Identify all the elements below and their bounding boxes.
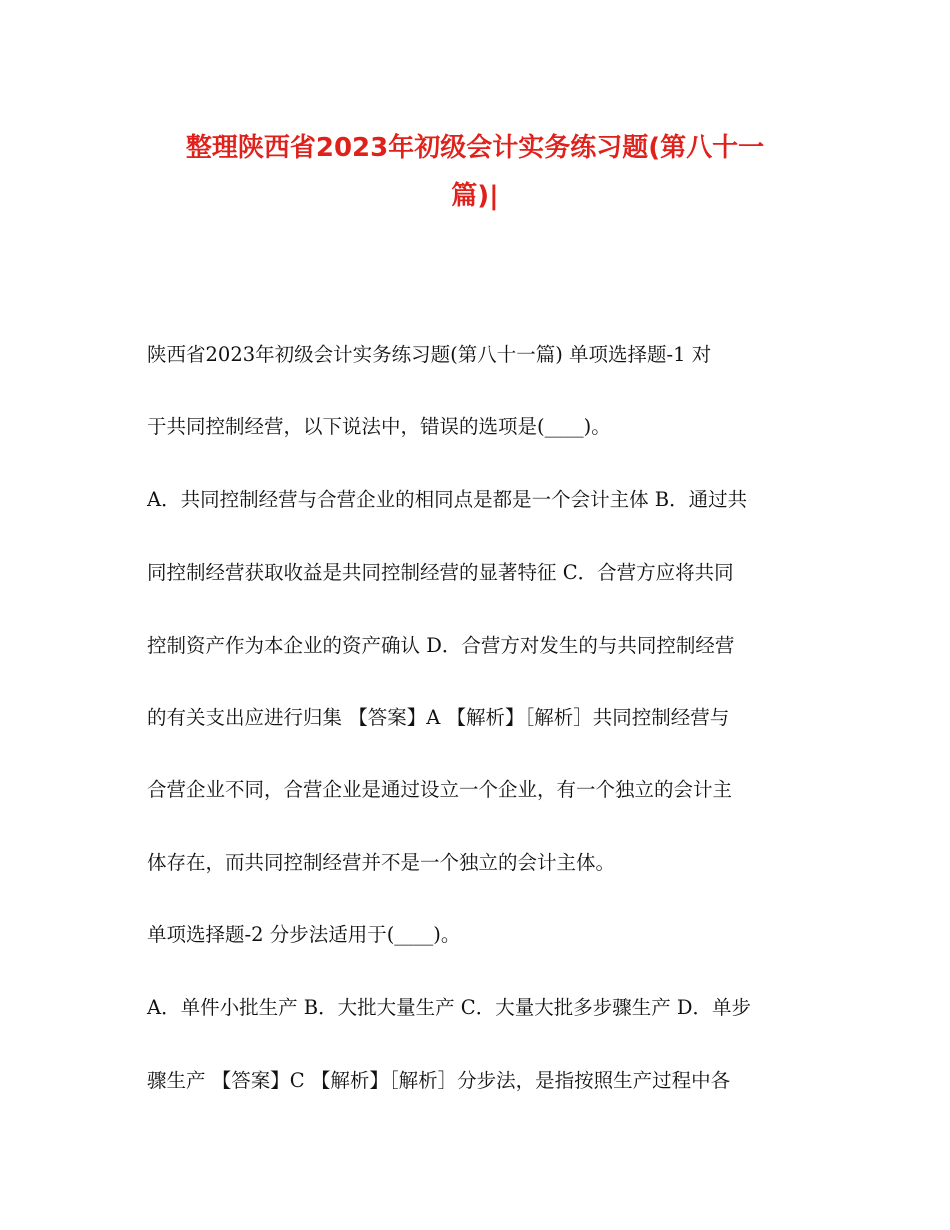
body-line-5: 控制资产作为本企业的资产确认 D．合营方对发生的与共同控制经营 <box>147 634 735 657</box>
body-line-7: 合营企业不同，合营企业是通过设立一个企业，有一个独立的会计主 <box>147 778 733 801</box>
body-line-6: 的有关支出应进行归集 【答案】A 【解析】［解析］共同控制经营与 <box>147 706 730 729</box>
body-line-3: A．共同控制经营与合营企业的相同点是都是一个会计主体 B．通过共 <box>147 488 748 511</box>
body-line-11: 骤生产 【答案】C 【解析】［解析］分步法，是指按照生产过程中各 <box>147 1069 731 1092</box>
document-title-line-1: 整理陕西省2023年初级会计实务练习题(第八十一 <box>185 133 765 163</box>
body-line-10: A．单件小批生产 B．大批大量生产 C．大量大批多步骤生产 D．单步 <box>147 996 752 1019</box>
body-line-1: 陕西省2023年初级会计实务练习题(第八十一篇) 单项选择题-1 对 <box>147 343 712 366</box>
body-line-2: 于共同控制经营，以下说法中，错误的选项是(____)。 <box>147 415 611 438</box>
body-line-9: 单项选择题-2 分步法适用于(____)。 <box>147 923 461 946</box>
body-line-4: 同控制经营获取收益是共同控制经营的显著特征 C．合营方应将共同 <box>147 561 734 584</box>
body-line-8: 体存在，而共同控制经营并不是一个独立的会计主体。 <box>147 851 616 874</box>
document-title-line-2: 篇)| <box>451 181 499 211</box>
